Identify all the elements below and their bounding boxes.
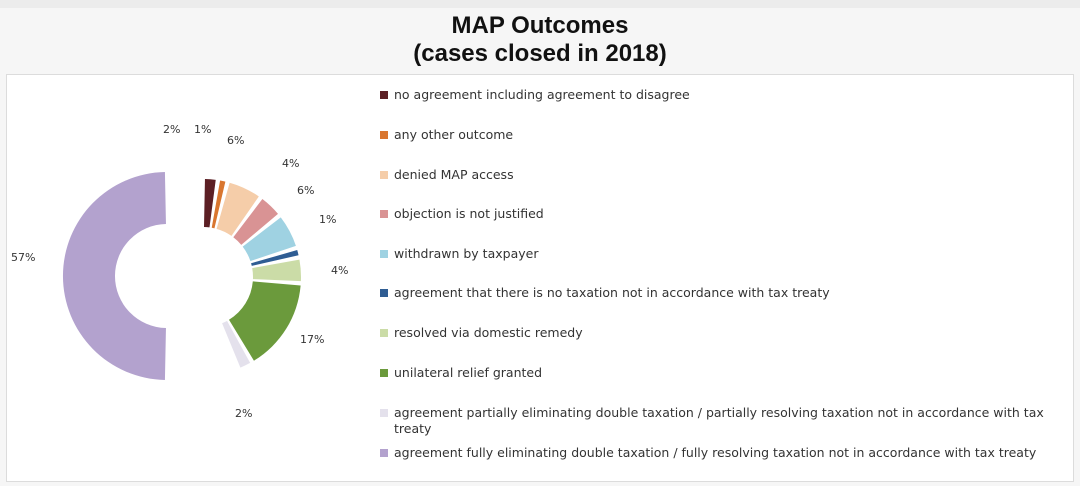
slice-label-8: 17% xyxy=(300,333,325,346)
legend-label-4: objection is not justified xyxy=(394,206,544,221)
legend-swatch-1 xyxy=(380,91,388,99)
slice-label-3: 6% xyxy=(227,134,245,147)
legend-swatch-9 xyxy=(380,409,388,417)
legend-swatch-7 xyxy=(380,329,388,337)
donut-slice-10 xyxy=(63,172,166,380)
legend-item-7 xyxy=(380,325,1060,341)
legend-item-1 xyxy=(380,87,1060,103)
legend-item-8 xyxy=(380,365,1060,381)
legend-item-2 xyxy=(380,127,1060,143)
legend-item-4 xyxy=(380,206,1060,222)
legend-swatch-3 xyxy=(380,171,388,179)
legend-swatch-5 xyxy=(380,250,388,258)
legend-label-10: agreement fully eliminating double taxation / fully resolving taxation not in accordance with tax treaty xyxy=(394,445,1037,460)
legend-item-6 xyxy=(380,285,1060,301)
slice-label-9: 2% xyxy=(235,407,253,420)
legend-label-2: any other outcome xyxy=(394,127,514,142)
chart-title xyxy=(0,12,1080,68)
legend-swatch-10 xyxy=(380,449,388,457)
slice-label-7: 4% xyxy=(331,264,349,277)
legend-swatch-6 xyxy=(380,289,388,297)
legend-item-9 xyxy=(380,405,1060,437)
donut-chart xyxy=(7,75,367,483)
legend-label-7: resolved via domestic remedy xyxy=(394,325,583,340)
legend-label-8: unilateral relief granted xyxy=(394,365,543,380)
legend-label-9: agreement partially eliminating double taxation / partially resolving taxation not in accordance with tax treaty xyxy=(394,405,1044,436)
legend-label-3: denied MAP access xyxy=(394,167,514,182)
slice-label-1: 2% xyxy=(163,123,181,136)
legend-item-10 xyxy=(380,445,1060,461)
chart-title-line-1: MAP Outcomes xyxy=(451,12,629,39)
legend-label-1: no agreement including agreement to disagree xyxy=(394,87,690,102)
legend-swatch-8 xyxy=(380,369,388,377)
legend-swatch-4 xyxy=(380,210,388,218)
legend-swatch-2 xyxy=(380,131,388,139)
legend-item-3 xyxy=(380,167,1060,183)
slice-label-4: 4% xyxy=(282,157,300,170)
chart-title-line-2: (cases closed in 2018) xyxy=(413,40,667,67)
slice-label-6: 1% xyxy=(319,213,337,226)
slice-label-10: 57% xyxy=(11,251,36,264)
slice-label-5: 6% xyxy=(297,184,315,197)
legend-item-5 xyxy=(380,246,1060,262)
chart-panel xyxy=(6,74,1074,482)
top-strip xyxy=(0,0,1080,8)
legend-label-6: agreement that there is no taxation not in accordance with tax treaty xyxy=(394,285,830,300)
slice-label-2: 1% xyxy=(194,123,212,136)
legend-label-5: withdrawn by taxpayer xyxy=(394,246,539,261)
